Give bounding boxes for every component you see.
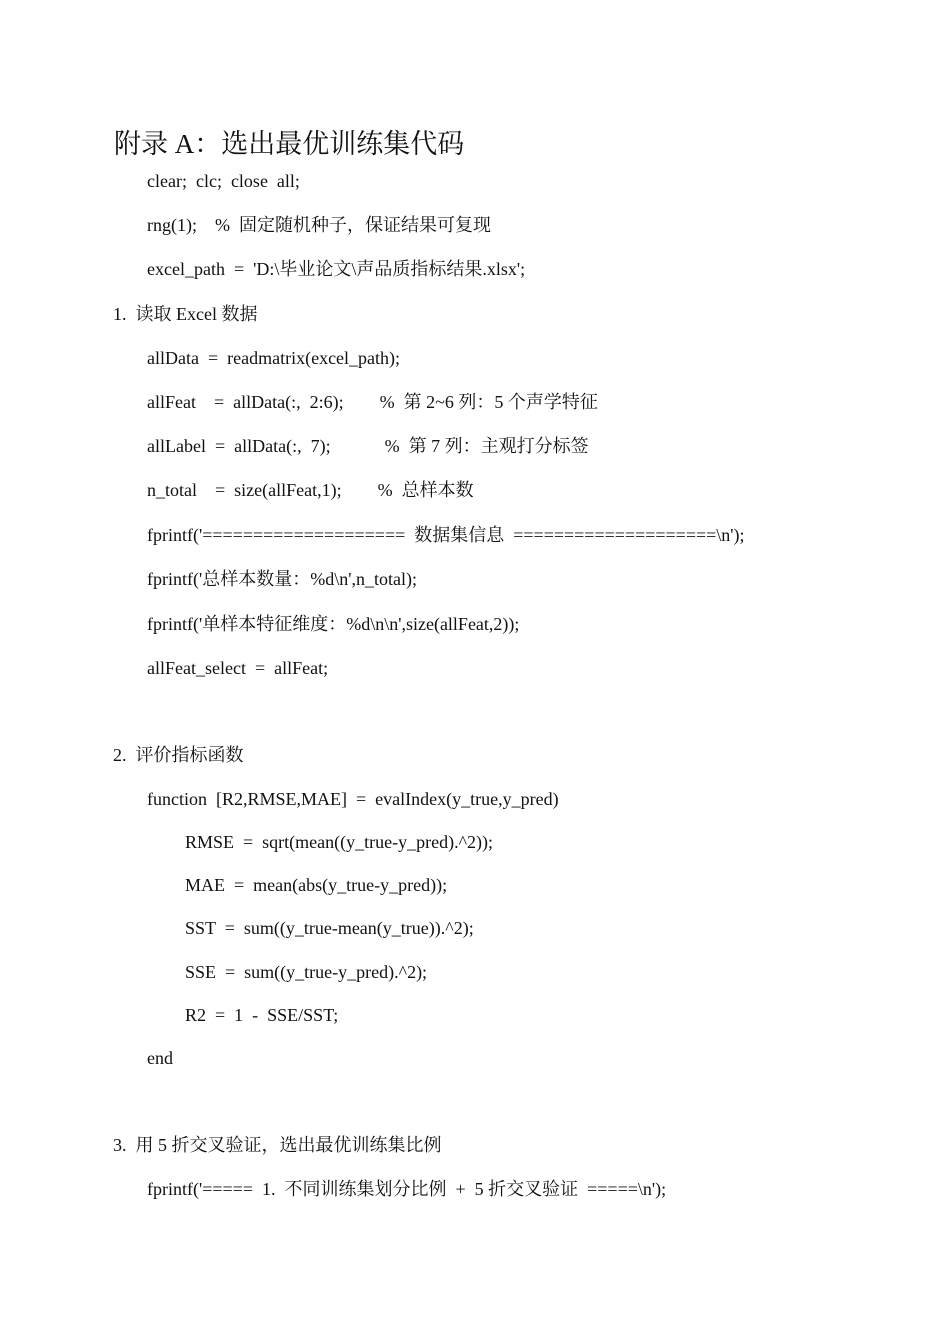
code-line-clear: clear; clc; close all; — [147, 171, 300, 191]
code-line-excel-path: excel_path = 'D:\毕业论文\声品质指标结果.xlsx'; — [147, 259, 526, 279]
code-line-end: end — [147, 1048, 173, 1068]
section-heading-2: 2. 评价指标函数 — [113, 745, 244, 765]
code-line-sst: SST = sum((y_true-mean(y_true)).^2); — [185, 918, 474, 938]
code-line-sse: SSE = sum((y_true-y_pred).^2); — [185, 962, 428, 982]
section-heading-1: 1. 读取 Excel 数据 — [113, 304, 258, 324]
code-line-allfeat: allFeat = allData(:, 2:6); % 第 2~6 列：5 个声学特征 — [147, 392, 598, 412]
code-line-r2: R2 = 1 - SSE/SST; — [185, 1005, 339, 1025]
code-line-allfeat-select: allFeat_select = allFeat; — [147, 658, 329, 678]
code-line-function: function [R2,RMSE,MAE] = evalIndex(y_true,y_pred) — [147, 789, 559, 809]
code-line-alldata: allData = readmatrix(excel_path); — [147, 348, 401, 368]
section-heading-3: 3. 用 5 折交叉验证，选出最优训练集比例 — [113, 1135, 442, 1155]
code-line-fprintf-header: fprintf('==================== 数据集信息 ====================\n'); — [147, 525, 745, 545]
code-line-mae: MAE = mean(abs(y_true-y_pred)); — [185, 875, 448, 895]
code-line-fprintf-cv: fprintf('===== 1. 不同训练集划分比例 + 5 折交叉验证 =====\n'); — [147, 1179, 667, 1199]
appendix-heading: 附录 A：选出最优训练集代码 — [114, 129, 465, 159]
code-line-fprintf-dim: fprintf('单样本特征维度：%d\n\n',size(allFeat,2)); — [147, 614, 520, 634]
code-line-rng: rng(1); % 固定随机种子，保证结果可复现 — [147, 215, 491, 235]
code-line-alllabel: allLabel = allData(:, 7); % 第 7 列：主观打分标签 — [147, 436, 589, 456]
code-line-n-total: n_total = size(allFeat,1); % 总样本数 — [147, 480, 474, 500]
code-line-rmse: RMSE = sqrt(mean((y_true-y_pred).^2)); — [185, 832, 494, 852]
code-line-fprintf-total: fprintf('总样本数量：%d\n',n_total); — [147, 569, 417, 589]
